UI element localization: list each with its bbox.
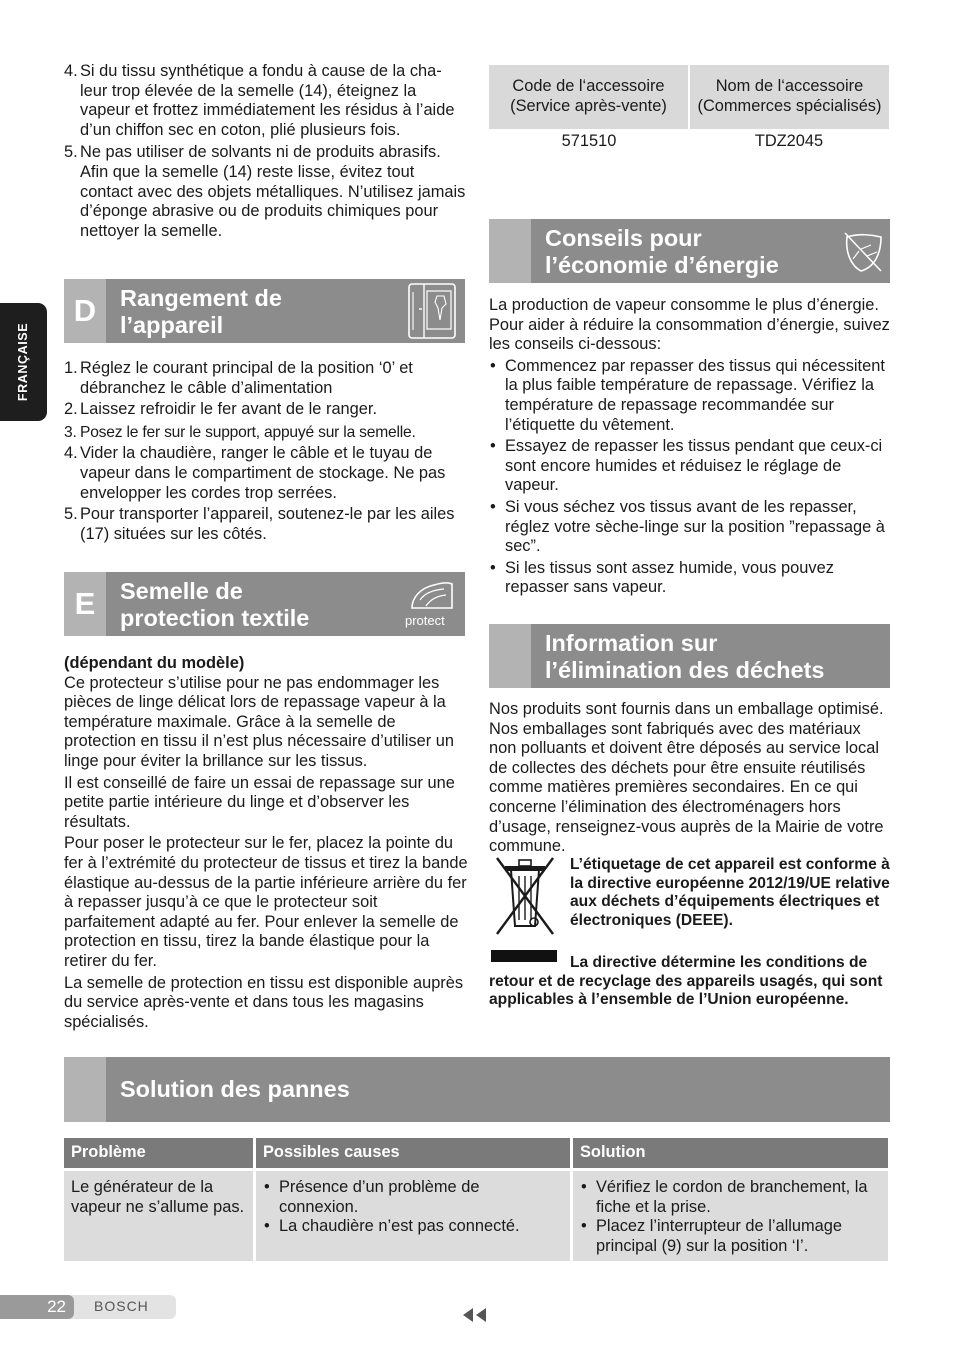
weee-crossed-bin-icon: [489, 854, 561, 966]
energy-text: [489, 296, 891, 598]
paragraph: La production de vapeur consomme le plus d’énergie. Pour aider à réduire la consommation d’énergie, suivez les conseils ci-dessous:: [489, 296, 890, 354]
paragraph: Ce protecteur s’utilise pour ne pas endommager les pièces de linge délicat lors de repassage vapeur à la température maximale. Grâce à la semelle de protection en tissu il n’est plus nécessaire d’utiliser un linge pour éviter la brillance sur les tissus.: [64, 673, 454, 770]
list-item: • La chaudière n’est pas connecté.: [263, 1217, 563, 1237]
list-item: • Essayez de repasser les tissus pendant que ceux-ci sont encore humides et réduisez le réglage de vapeur.: [489, 437, 891, 496]
energy-section-header: [489, 219, 890, 283]
section-d-header: [64, 279, 465, 343]
section-title: Solution des pannes: [120, 1076, 350, 1102]
table-row: [489, 129, 889, 153]
paragraph: La semelle de protection en tissu est disponible auprès du service après-vente et dans tous les magasins spécialisés.: [64, 973, 464, 1031]
list-item: • Commencez par repasser des tissus qui nécessitent la plus faible température de repassage. Vérifiez la température de repassage recommandée sur l’étiquette du vêtement.: [489, 357, 891, 435]
list-item: • Placez l’interrupteur de l’allumage principal (9) sur la position ‘I’.: [580, 1217, 881, 1256]
table-cell: TDZ2045: [754, 132, 824, 150]
language-tab: [0, 303, 47, 421]
paragraph: Pour poser le protecteur sur le fer, placez la pointe du fer à l’extrémité du protecteur de tissus et tirez la bande élastique au-dessus de la partie inférieure arrière du fer à repasser jusqu’à ce que le protecteur soit parfaitement adapté au fer. Pour enlever la semelle de protection en tissu, tirez la bande élastique pour la retirer du fer.: [64, 834, 468, 970]
list-item: • Si vous séchez vos tissus avant de les repasser, réglez votre sèche-linge sur la position ”repassage à sec”.: [489, 498, 891, 557]
protect-icon-label: protect: [405, 613, 445, 628]
table-row: [64, 1168, 888, 1261]
paragraph: Il est conseillé de faire un essai de repassage sur une petite partie intérieure du linge et d’observer les résultats.: [64, 773, 455, 831]
section-title: Rangement de l’appareil: [120, 285, 282, 338]
section-title: Semelle de protection textile: [120, 578, 310, 631]
table-header: Possibles causes: [256, 1138, 573, 1168]
weee-label-text: L’étiquetage de cet appareil est conforme à la directive européenne 2012/19/UE relative aux déchets d’équipements électriques et électroniques (DEEE).: [570, 856, 890, 929]
table-header: Problème: [64, 1138, 256, 1168]
solutions-cell: [573, 1168, 888, 1261]
table-header: Code de l‘accessoire (Service après-vente): [489, 65, 689, 129]
storage-steps: [64, 359, 468, 544]
section-letter-box: [489, 624, 531, 688]
section-letter-box: [64, 1057, 106, 1122]
cleaning-steps-continued: [64, 62, 468, 241]
table-header: Nom de l‘accessoire (Commerces spécialisés): [689, 65, 889, 129]
causes-list: [263, 1178, 563, 1237]
solutions-list: [580, 1178, 881, 1256]
section-title: Conseils pour l’économie d’énergie: [545, 225, 779, 278]
table-header: Solution: [573, 1138, 888, 1168]
section-e-header: [64, 572, 465, 636]
section-letter: D: [64, 279, 106, 343]
disposal-section-header: [489, 624, 890, 688]
leaf-icon: [841, 227, 885, 275]
troubleshooting-header: [64, 1057, 890, 1122]
list-item: 5. Pour transporter l’appareil, soutenez-le par les ailes (17) situées sur les côtés.: [64, 505, 455, 543]
page-number: 22: [47, 1297, 66, 1316]
causes-cell: [256, 1168, 573, 1261]
list-item: 3. Posez le fer sur le support, appuyé sur la semelle.: [64, 423, 416, 441]
list-item: 2. Laissez refroidir le fer avant de le ranger.: [64, 400, 378, 419]
list-item: • Si les tissus sont assez humide, vous pouvez repasser sans vapeur.: [489, 559, 891, 598]
storage-cabinet-icon: [404, 282, 460, 340]
subtitle: (dépendant du modèle): [64, 654, 245, 672]
section-title: Information sur l’élimination des déchets: [545, 630, 825, 683]
accessory-table: [489, 65, 889, 153]
list-item: • Présence d’un problème de connexion.: [263, 1178, 563, 1217]
language-tab-label: FRANÇAISE: [15, 322, 30, 402]
iron-protect-icon: [406, 578, 456, 612]
list-item: 1. Réglez le courant principal de la position ‘0’ et débranchez le câble d’alimentation: [64, 359, 413, 397]
previous-page-arrows-icon: [462, 1308, 488, 1322]
footer-brand: BOSCH: [94, 1298, 149, 1314]
list-item: 5. Ne pas utiliser de solvants ni de produits abrasifs. Afin que la semelle (14) reste lisse, évitez tout contact avec des objets métalliques. N’utilisez jamais d’éponge abrasive ou de produits chimiques pour nettoyer la semelle.: [64, 143, 466, 240]
table-cell: 571510: [561, 132, 617, 150]
section-letter-box: [489, 219, 531, 283]
list-item: • Vérifiez le cordon de branchement, la fiche et la prise.: [580, 1178, 881, 1217]
directive-text: La directive détermine les conditions de retour et de recyclage des appareils usagés, qui sont applicables à l’ensemble de l’Union européenne.: [489, 954, 883, 1009]
list-item: 4. Si du tissu synthétique a fondu à cause de la cha-leur trop élevée de la semelle (14), éteignez la vapeur et frottez immédiatement les résidus à l’aide d’un chiffon sec en coton, plié plusieurs fois.: [64, 62, 455, 139]
page-number-box: [0, 1295, 74, 1319]
list-item: 4. Vider la chaudière, ranger le câble et le tuyau de vapeur dans le compartiment de stockage. Ne pas envelopper les cordes trop serrées.: [64, 444, 446, 502]
protection-sole-text: [64, 654, 468, 1032]
problem-cell: Le générateur de la vapeur ne s’allume pas.: [64, 1168, 256, 1261]
troubleshooting-table: [64, 1138, 888, 1261]
section-letter: E: [64, 572, 106, 636]
disposal-paragraph: Nos produits sont fournis dans un emballage optimisé. Nos emballages sont fabriqués avec des matériaux non polluants et doivent être déposés au service local de collectes des déchets pour être ensuite réutilisés comme matières premières secondaires. En ce qui concerne l’élimination des électroménagers hors d’usage, renseignez-vous auprès de la Mairie de votre commune.: [489, 700, 884, 856]
energy-tips: [489, 357, 891, 598]
